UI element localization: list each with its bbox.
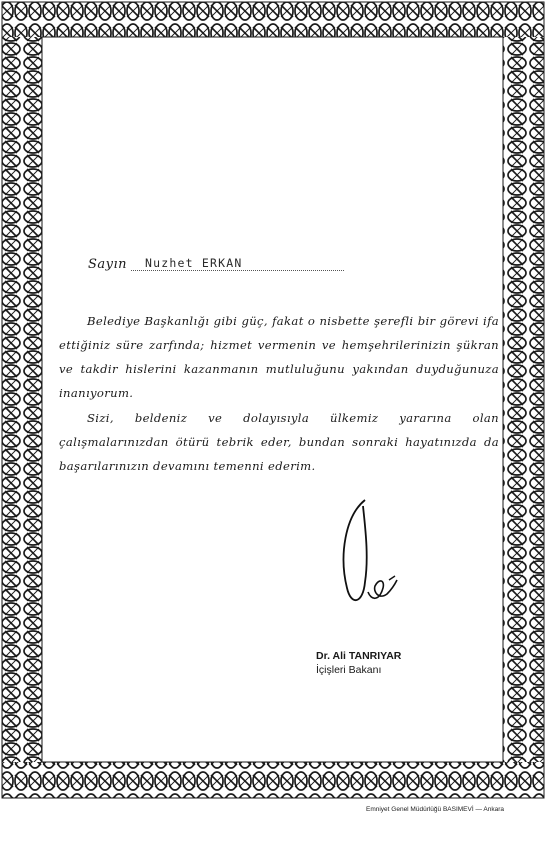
printer-credit: Emniyet Genel Müdürlüğü BASIMEVİ — Ankara: [366, 806, 505, 813]
letter-paragraph-1: Belediye Başkanlığı gibi güç, fakat o nisbette şerefli bir görevi ifa ettiğiniz süre zarfında; hizmet vermenin ve hemşehrilerinizin şükran ve takdir hislerini kazanmanın mutluluğunu yakından duyduğunuza inanıyorum.: [59, 314, 499, 400]
letter-paragraph-2: Sizi, beldeniz ve dolayısıyla ülkemiz yararına olan çalışmalarınızdan ötürü tebrik eder, bundan sonraki hayatınızda da başarılarınızın devamını temenni ederim.: [59, 411, 499, 473]
recipient-name: Nuzhet ERKAN: [145, 256, 243, 270]
salutation-label: Sayın: [88, 257, 128, 272]
signer-title: İçişleri Bakanı: [316, 664, 382, 676]
signer-name: Dr. Ali TANRIYAR: [316, 650, 402, 662]
handwritten-signature: [335, 496, 415, 616]
